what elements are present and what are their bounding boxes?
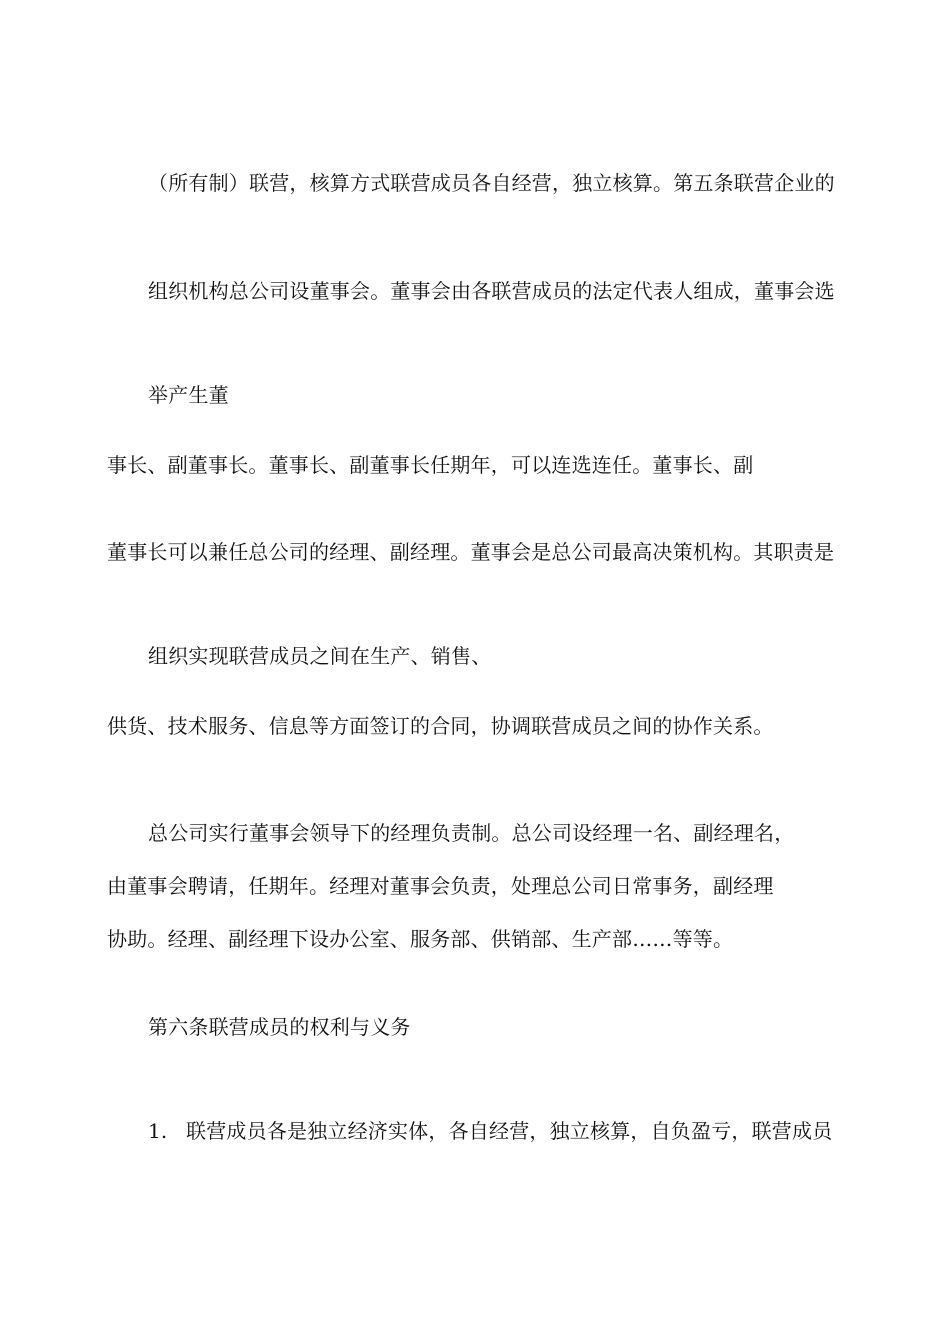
paragraph-line: 协助。经理、副经理下设办公室、服务部、供销部、生产部……等等。	[107, 927, 734, 951]
paragraph-line: 组织实现联营成员之间在生产、销售、	[148, 644, 492, 668]
paragraph-line: 组织机构总公司设董事会。董事会由各联营成员的法定代表人组成，董事会选	[148, 279, 835, 303]
paragraph-line: 董事长可以兼任总公司的经理、副经理。董事会是总公司最高决策机构。其职责是	[107, 540, 835, 564]
list-item-text: 联营成员各是独立经济实体，各自经营，独立核算，自负盈亏，联营成员	[186, 1119, 833, 1143]
paragraph-line: 由董事会聘请，任期年。经理对董事会负责，处理总公司日常事务，副经理	[107, 874, 774, 898]
paragraph-line: 事长、副董事长。董事长、副董事长任期年，可以连选连任。董事长、副	[107, 453, 754, 477]
paragraph-line: （所有制）联营，核算方式联营成员各自经营，独立核算。第五条联营企业的	[148, 171, 835, 195]
list-item-number: 1.	[148, 1119, 168, 1143]
list-item	[148, 1119, 832, 1143]
paragraph-line: 供货、技术服务、信息等方面签订的合同，协调联营成员之间的协作关系。	[107, 714, 774, 738]
section-heading: 第六条联营成员的权利与义务	[148, 1015, 411, 1039]
paragraph-line: 总公司实行董事会领导下的经理负责制。总公司设经理一名、副经理名，	[148, 821, 795, 845]
paragraph-line: 举产生董	[148, 383, 229, 407]
